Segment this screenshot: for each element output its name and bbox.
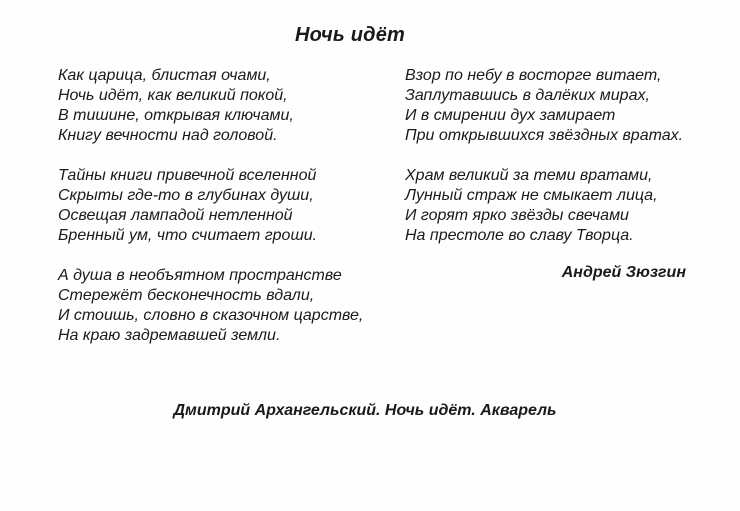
poem-line: Стережёт бесконечность вдали, <box>58 287 315 304</box>
poem-line: Храм великий за теми вратами, <box>405 167 653 184</box>
poem-line: Скрыты где-то в глубинах души, <box>58 187 314 204</box>
poem-line: Ночь идёт, как великий покой, <box>58 87 288 104</box>
poem-right-column <box>405 66 735 266</box>
poem-line: Взор по небу в восторге витает, <box>405 67 662 84</box>
poem-line: В тишине, открывая ключами, <box>58 107 294 124</box>
poem-line: А душа в необъятном пространстве <box>58 267 342 284</box>
stanza <box>58 66 398 146</box>
poem-line: Бренный ум, что считает гроши. <box>58 227 318 244</box>
stanza <box>405 166 735 246</box>
poem-left-column <box>58 66 398 366</box>
poem-line: Заплутавшись в далёких мирах, <box>405 87 650 104</box>
stanza <box>405 66 735 146</box>
poem-line: На престоле во славу Творца. <box>405 227 634 244</box>
artwork-caption: Дмитрий Архангельский. Ночь идёт. Акварель <box>173 402 557 419</box>
poem-line: Лунный страж не смыкает лица, <box>405 187 658 204</box>
poem-title: Ночь идёт <box>294 24 406 46</box>
stanza <box>58 166 398 246</box>
poem-line: Книгу вечности над головой. <box>58 127 278 144</box>
poem-line: На краю задремавшей земли. <box>58 327 281 344</box>
poem-line: Как царица, блистая очами, <box>58 67 271 84</box>
poem-line: При открывшихся звёздных вратах. <box>405 127 684 144</box>
poem-line: И горят ярко звёзды свечами <box>405 207 629 224</box>
stanza <box>58 266 398 346</box>
poem-line: Тайны книги привечной вселенной <box>58 167 317 184</box>
poem-line: И стоишь, словно в сказочном царстве, <box>58 307 364 324</box>
poem-line: Освещая лампадой нетленной <box>58 207 293 224</box>
poem-line: И в смирении дух замирает <box>405 107 616 124</box>
poem-author: Андрей Зюзгин <box>561 264 686 281</box>
